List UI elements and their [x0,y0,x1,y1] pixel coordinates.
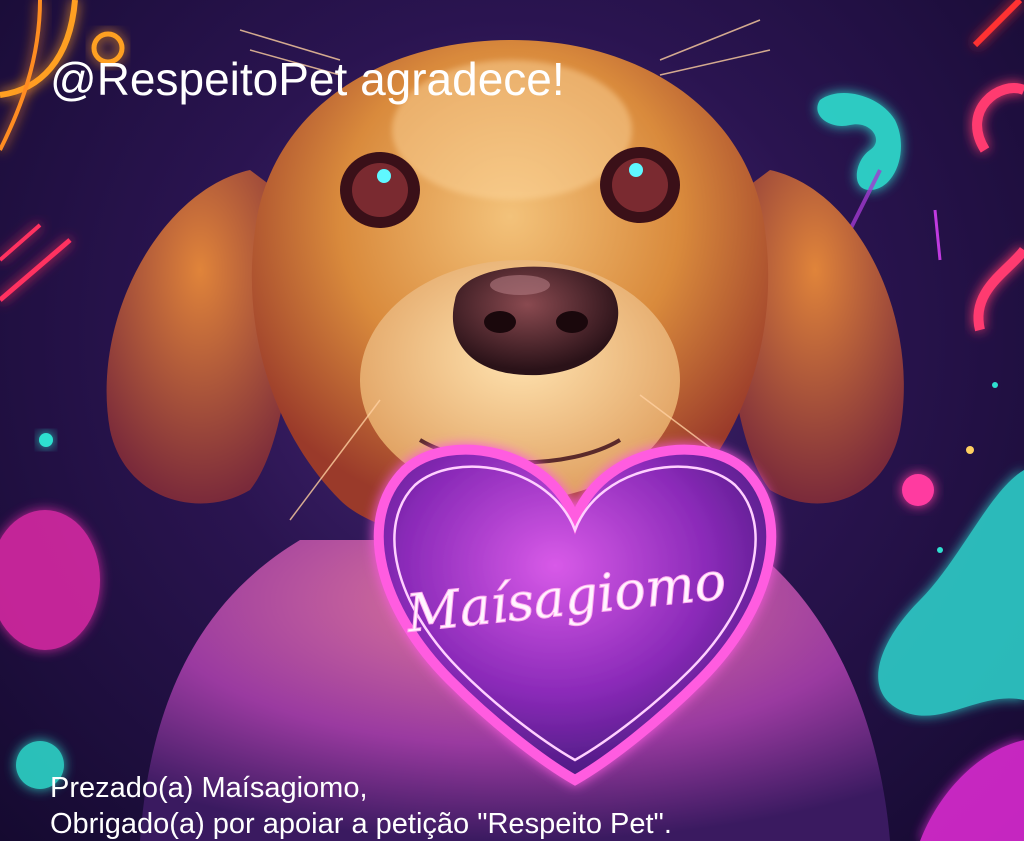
thanks-line: Obrigado(a) por apoiar a petição "Respeito Pet". [50,808,672,840]
greeting-line: Prezado(a) Maísagiomo, [50,772,368,804]
headline-title: @RespeitoPet agradece! [50,53,565,105]
heart-name-text: Maísagiomo [403,551,729,645]
thank-you-message [50,770,672,841]
